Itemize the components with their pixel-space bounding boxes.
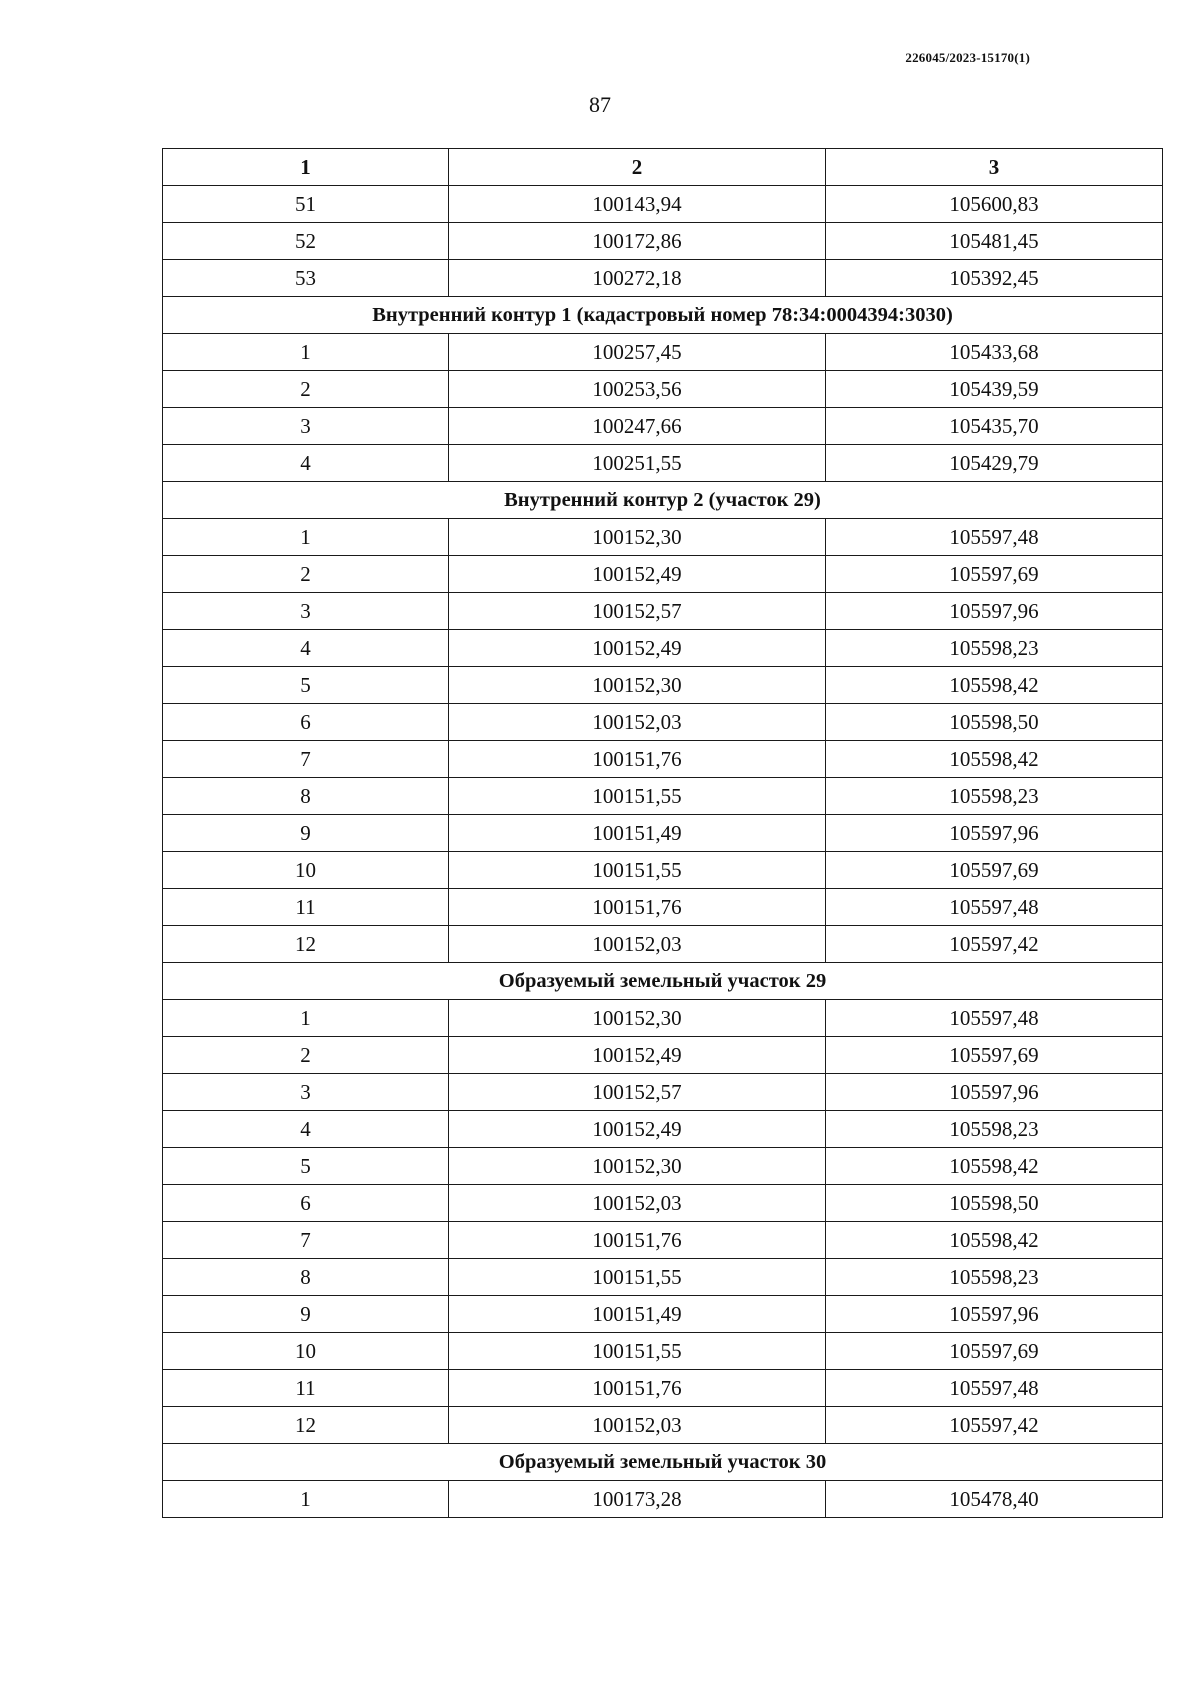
coordinates-table — [162, 148, 1163, 1518]
point-number-cell: 9 — [163, 815, 449, 852]
point-number-cell: 10 — [163, 1333, 449, 1370]
point-number-cell: 5 — [163, 667, 449, 704]
x-coordinate-cell: 100152,03 — [449, 926, 826, 963]
y-coordinate-cell: 105597,96 — [826, 1074, 1163, 1111]
x-coordinate-cell: 100152,30 — [449, 667, 826, 704]
document-id: 226045/2023-15170(1) — [905, 50, 1030, 65]
table-row — [163, 889, 1163, 926]
y-coordinate-cell: 105597,48 — [826, 1000, 1163, 1037]
x-coordinate-cell: 100172,86 — [449, 223, 826, 260]
x-coordinate-cell: 100253,56 — [449, 371, 826, 408]
point-number-cell: 2 — [163, 556, 449, 593]
x-coordinate-cell: 100272,18 — [449, 260, 826, 297]
x-coordinate-cell: 100151,55 — [449, 852, 826, 889]
x-coordinate-cell: 100151,76 — [449, 741, 826, 778]
table-row — [163, 1074, 1163, 1111]
table-row — [163, 667, 1163, 704]
table-row — [163, 630, 1163, 667]
table-row — [163, 556, 1163, 593]
table-row — [163, 1111, 1163, 1148]
y-coordinate-cell: 105598,23 — [826, 1259, 1163, 1296]
table-row — [163, 741, 1163, 778]
table-row — [163, 1259, 1163, 1296]
x-coordinate-cell: 100152,57 — [449, 1074, 826, 1111]
y-coordinate-cell: 105429,79 — [826, 445, 1163, 482]
table-row — [163, 852, 1163, 889]
point-number-cell: 4 — [163, 445, 449, 482]
column-header-1: 1 — [163, 149, 449, 186]
y-coordinate-cell: 105435,70 — [826, 408, 1163, 445]
point-number-cell: 53 — [163, 260, 449, 297]
point-number-cell: 3 — [163, 593, 449, 630]
table-row — [163, 445, 1163, 482]
point-number-cell: 7 — [163, 741, 449, 778]
point-number-cell: 10 — [163, 852, 449, 889]
point-number-cell: 1 — [163, 1000, 449, 1037]
y-coordinate-cell: 105598,42 — [826, 667, 1163, 704]
point-number-cell: 3 — [163, 408, 449, 445]
y-coordinate-cell: 105597,96 — [826, 815, 1163, 852]
table-header-row — [163, 149, 1163, 186]
table-row — [163, 593, 1163, 630]
table-row — [163, 778, 1163, 815]
x-coordinate-cell: 100151,76 — [449, 1370, 826, 1407]
y-coordinate-cell: 105597,69 — [826, 852, 1163, 889]
y-coordinate-cell: 105597,96 — [826, 593, 1163, 630]
table-row — [163, 1407, 1163, 1444]
section-title: Внутренний контур 2 (участок 29) — [163, 482, 1163, 519]
x-coordinate-cell: 100152,30 — [449, 1000, 826, 1037]
table-row — [163, 1296, 1163, 1333]
x-coordinate-cell: 100152,03 — [449, 1185, 826, 1222]
table-row — [163, 815, 1163, 852]
y-coordinate-cell: 105600,83 — [826, 186, 1163, 223]
point-number-cell: 4 — [163, 630, 449, 667]
point-number-cell: 1 — [163, 1481, 449, 1518]
point-number-cell: 52 — [163, 223, 449, 260]
y-coordinate-cell: 105598,42 — [826, 1222, 1163, 1259]
point-number-cell: 1 — [163, 334, 449, 371]
section-title: Образуемый земельный участок 30 — [163, 1444, 1163, 1481]
table-row — [163, 223, 1163, 260]
table-row — [163, 334, 1163, 371]
y-coordinate-cell: 105598,23 — [826, 1111, 1163, 1148]
table-row — [163, 408, 1163, 445]
point-number-cell: 9 — [163, 1296, 449, 1333]
x-coordinate-cell: 100247,66 — [449, 408, 826, 445]
table-row — [163, 1222, 1163, 1259]
page-number: 87 — [589, 92, 611, 117]
x-coordinate-cell: 100257,45 — [449, 334, 826, 371]
table-row — [163, 260, 1163, 297]
point-number-cell: 11 — [163, 1370, 449, 1407]
y-coordinate-cell: 105597,42 — [826, 926, 1163, 963]
x-coordinate-cell: 100151,49 — [449, 1296, 826, 1333]
point-number-cell: 51 — [163, 186, 449, 223]
section-header-row — [163, 1444, 1163, 1481]
section-header-row — [163, 482, 1163, 519]
point-number-cell: 8 — [163, 778, 449, 815]
x-coordinate-cell: 100151,76 — [449, 1222, 826, 1259]
table-row — [163, 1148, 1163, 1185]
x-coordinate-cell: 100251,55 — [449, 445, 826, 482]
x-coordinate-cell: 100151,49 — [449, 815, 826, 852]
y-coordinate-cell: 105597,69 — [826, 1333, 1163, 1370]
y-coordinate-cell: 105598,50 — [826, 704, 1163, 741]
point-number-cell: 12 — [163, 1407, 449, 1444]
point-number-cell: 2 — [163, 1037, 449, 1074]
table-row — [163, 519, 1163, 556]
x-coordinate-cell: 100152,49 — [449, 1111, 826, 1148]
x-coordinate-cell: 100152,49 — [449, 630, 826, 667]
point-number-cell: 8 — [163, 1259, 449, 1296]
table-row — [163, 1037, 1163, 1074]
x-coordinate-cell: 100151,55 — [449, 1333, 826, 1370]
x-coordinate-cell: 100152,57 — [449, 593, 826, 630]
x-coordinate-cell: 100151,55 — [449, 778, 826, 815]
table-row — [163, 926, 1163, 963]
point-number-cell: 11 — [163, 889, 449, 926]
x-coordinate-cell: 100173,28 — [449, 1481, 826, 1518]
y-coordinate-cell: 105598,50 — [826, 1185, 1163, 1222]
section-header-row — [163, 297, 1163, 334]
table-row — [163, 371, 1163, 408]
y-coordinate-cell: 105433,68 — [826, 334, 1163, 371]
x-coordinate-cell: 100152,49 — [449, 556, 826, 593]
y-coordinate-cell: 105481,45 — [826, 223, 1163, 260]
y-coordinate-cell: 105597,42 — [826, 1407, 1163, 1444]
y-coordinate-cell: 105597,96 — [826, 1296, 1163, 1333]
table-row — [163, 1370, 1163, 1407]
y-coordinate-cell: 105478,40 — [826, 1481, 1163, 1518]
point-number-cell: 6 — [163, 704, 449, 741]
table-row — [163, 1333, 1163, 1370]
table-row — [163, 1481, 1163, 1518]
point-number-cell: 7 — [163, 1222, 449, 1259]
y-coordinate-cell: 105597,69 — [826, 1037, 1163, 1074]
x-coordinate-cell: 100152,30 — [449, 1148, 826, 1185]
y-coordinate-cell: 105598,42 — [826, 741, 1163, 778]
point-number-cell: 6 — [163, 1185, 449, 1222]
column-header-3: 3 — [826, 149, 1163, 186]
y-coordinate-cell: 105597,69 — [826, 556, 1163, 593]
section-title: Внутренний контур 1 (кадастровый номер 78:34:0004394:3030) — [163, 297, 1163, 334]
table-row — [163, 1185, 1163, 1222]
point-number-cell: 5 — [163, 1148, 449, 1185]
table-row — [163, 1000, 1163, 1037]
x-coordinate-cell: 100152,30 — [449, 519, 826, 556]
point-number-cell: 4 — [163, 1111, 449, 1148]
y-coordinate-cell: 105597,48 — [826, 1370, 1163, 1407]
point-number-cell: 3 — [163, 1074, 449, 1111]
y-coordinate-cell: 105597,48 — [826, 519, 1163, 556]
y-coordinate-cell: 105598,42 — [826, 1148, 1163, 1185]
x-coordinate-cell: 100143,94 — [449, 186, 826, 223]
point-number-cell: 12 — [163, 926, 449, 963]
x-coordinate-cell: 100151,55 — [449, 1259, 826, 1296]
y-coordinate-cell: 105392,45 — [826, 260, 1163, 297]
coordinates-table-body — [163, 149, 1163, 1518]
table-row — [163, 704, 1163, 741]
x-coordinate-cell: 100152,03 — [449, 1407, 826, 1444]
section-title: Образуемый земельный участок 29 — [163, 963, 1163, 1000]
section-header-row — [163, 963, 1163, 1000]
y-coordinate-cell: 105439,59 — [826, 371, 1163, 408]
point-number-cell: 1 — [163, 519, 449, 556]
y-coordinate-cell: 105598,23 — [826, 630, 1163, 667]
x-coordinate-cell: 100152,49 — [449, 1037, 826, 1074]
y-coordinate-cell: 105597,48 — [826, 889, 1163, 926]
table-row — [163, 186, 1163, 223]
x-coordinate-cell: 100151,76 — [449, 889, 826, 926]
point-number-cell: 2 — [163, 371, 449, 408]
y-coordinate-cell: 105598,23 — [826, 778, 1163, 815]
x-coordinate-cell: 100152,03 — [449, 704, 826, 741]
column-header-2: 2 — [449, 149, 826, 186]
